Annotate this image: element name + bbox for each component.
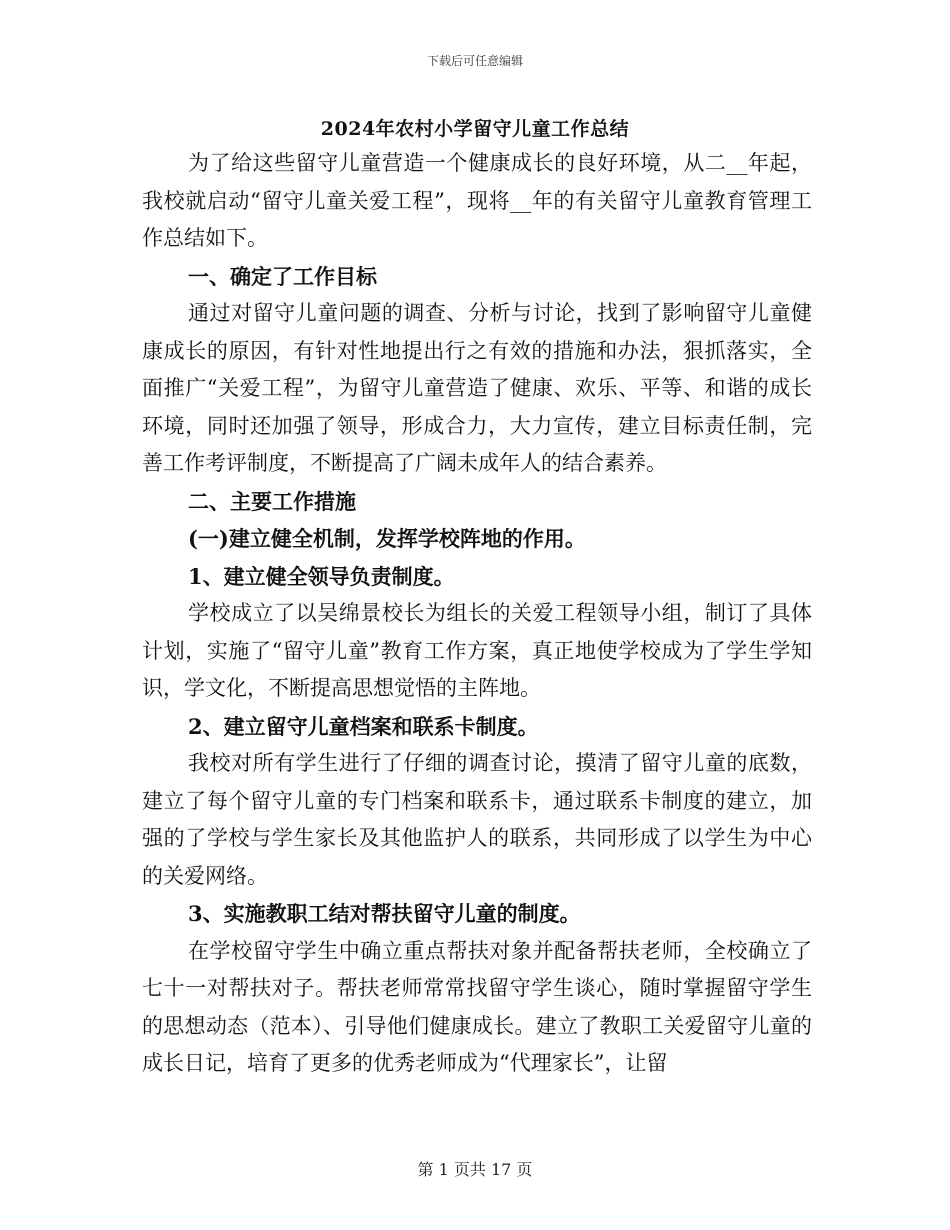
paragraph-archive: 我校对所有学生进行了仔细的调查讨论，摸清了留守儿童的底数，建立了每个留守儿童的专门档案和联系卡，通过联系卡制度的建立，加强的了学校与学生家长及其他监护人的联系，共同形成了以学生为中心的关爱网络。 [142, 751, 812, 888]
heading-pairing-system: 3、实施教职工结对帮扶留守儿童的制度。 [188, 901, 581, 926]
paragraph-pairing: 在学校留守学生中确立重点帮扶对象并配备帮扶老师，全校确立了七十一对帮扶对子。帮扶老师常常找留守学生谈心，随时掌握留守学生的思想动态（范本）、引导他们健康成长。建立了教职工关爱留守儿童的成长日记，培育了更多的优秀老师成为“代理家长”，让留 [142, 938, 812, 1075]
paragraph-work-goal: 通过对留守儿童问题的调查、分析与讨论，找到了影响留守儿童健康成长的原因，有针对性地提出行之有效的措施和办法，狠抓落实，全面推广“关爱工程”，为留守儿童营造了健康、欢乐、平等、和谐的成长环境，同时还加强了领导，形成合力，大力宣传，建立目标责任制，完善工作考评制度，不断提高了广阔未成年人的结合素养。 [142, 301, 812, 475]
document-body [142, 145, 812, 1083]
heading-work-goal: 一、确定了工作目标 [188, 263, 377, 289]
document-title: 2024年农村小学留守儿童工作总结 [320, 118, 630, 140]
paragraph-leadership: 学校成立了以吴绵景校长为组长的关爱工程领导小组，制订了具体计划，实施了“留守儿童”教育工作方案，真正地使学校成为了学生学知识，学文化，不断提高思想觉悟的主阵地。 [142, 601, 812, 700]
heading-leadership-system: 1、建立健全领导负责制度。 [188, 563, 455, 589]
heading-mechanism: (一)建立健全机制，发挥学校阵地的作用。 [188, 526, 586, 551]
page-number: 第 1 页共 17 页 [417, 1160, 533, 1179]
paragraph-intro: 为了给这些留守儿童营造一个健康成长的良好环境，从二__年起，我校就启动“留守儿童关爱工程”，现将__年的有关留守儿童教育管理工作总结如下。 [142, 151, 812, 250]
heading-archive-system: 2、建立留守儿童档案和联系卡制度。 [188, 713, 539, 739]
page-header: 下载后可任意编辑 [426, 54, 523, 68]
heading-main-measures: 二、主要工作措施 [188, 488, 356, 514]
